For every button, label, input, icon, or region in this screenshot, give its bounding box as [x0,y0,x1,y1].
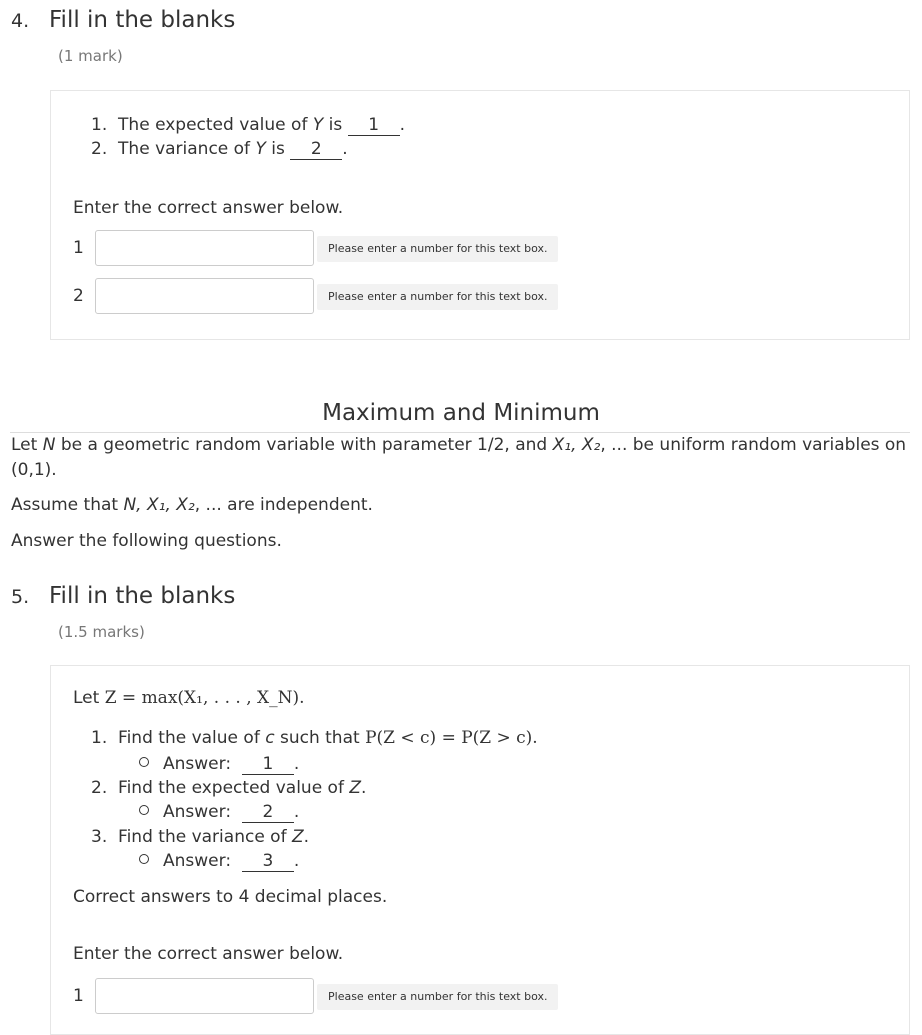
q4-answer-hint-2: Please enter a number for this text box. [317,284,558,310]
section-paragraph-1-line2: (0,1). [11,460,57,480]
q4-enter-label: Enter the correct answer below. [73,198,344,218]
q4-answer-input-1[interactable] [95,230,314,266]
q5-item-2: 2. Find the expected value of Z. [91,778,367,798]
q5-item-3: 3. Find the variance of Z. [91,827,310,847]
q4-blank-2: 2 [290,139,342,160]
q5-item-1: 1. Find the value of c such that P(Z < c) = P(Z > c). [91,728,538,748]
q5-item-1-answer: Answer: 1 . [139,754,299,775]
q4-heading [11,7,235,33]
bullet-icon [139,805,149,815]
q5-answer-input-1[interactable] [95,978,314,1014]
q5-panel [50,665,910,1035]
q5-number: 5. [11,586,30,608]
q4-blank-1: 1 [348,115,400,136]
q5-enter-label: Enter the correct answer below. [73,944,344,964]
q4-panel [50,90,910,340]
q4-title: Fill in the blanks [49,7,236,33]
q5-blank-2: 2 [242,802,294,823]
q4-item-2: 2. The variance of Y is 2 . [91,139,348,159]
q5-blank-1: 1 [242,754,294,775]
q5-intro: Let Z = max(X₁, . . . , X_N). [73,688,305,708]
q4-marks: (1 mark) [58,47,123,65]
section-divider [10,432,910,433]
bullet-icon [139,757,149,767]
answer-index: 2 [73,286,84,306]
q5-heading [11,583,235,609]
q5-marks: (1.5 marks) [58,623,145,641]
section-paragraph-3: Answer the following questions. [11,531,282,551]
q5-note: Correct answers to 4 decimal places. [73,887,388,907]
q5-item-2-answer: Answer: 2 . [139,802,299,823]
answer-index: 1 [73,986,84,1006]
q5-answer-hint-1: Please enter a number for this text box. [317,984,558,1010]
q5-item-3-answer: Answer: 3 . [139,851,299,872]
q4-answer-input-2[interactable] [95,278,314,314]
bullet-icon [139,854,149,864]
q5-intro-math: Z = max(X₁, . . . , X_N). [104,688,305,708]
q4-number: 4. [11,10,30,32]
answer-index: 1 [73,238,84,258]
q5-title: Fill in the blanks [49,583,236,609]
q5-blank-3: 3 [242,851,294,872]
section-paragraph-1: Let N be a geometric random variable with parameter 1/2, and X₁, X₂, ... be uniform random variables on [11,435,907,455]
q4-item-1: 1. The expected value of Y is 1 . [91,115,406,135]
section-title: Maximum and Minimum [322,400,600,426]
q4-answer-hint-1: Please enter a number for this text box. [317,236,558,262]
section-paragraph-2: Assume that N, X₁, X₂, ... are independent. [11,495,373,515]
